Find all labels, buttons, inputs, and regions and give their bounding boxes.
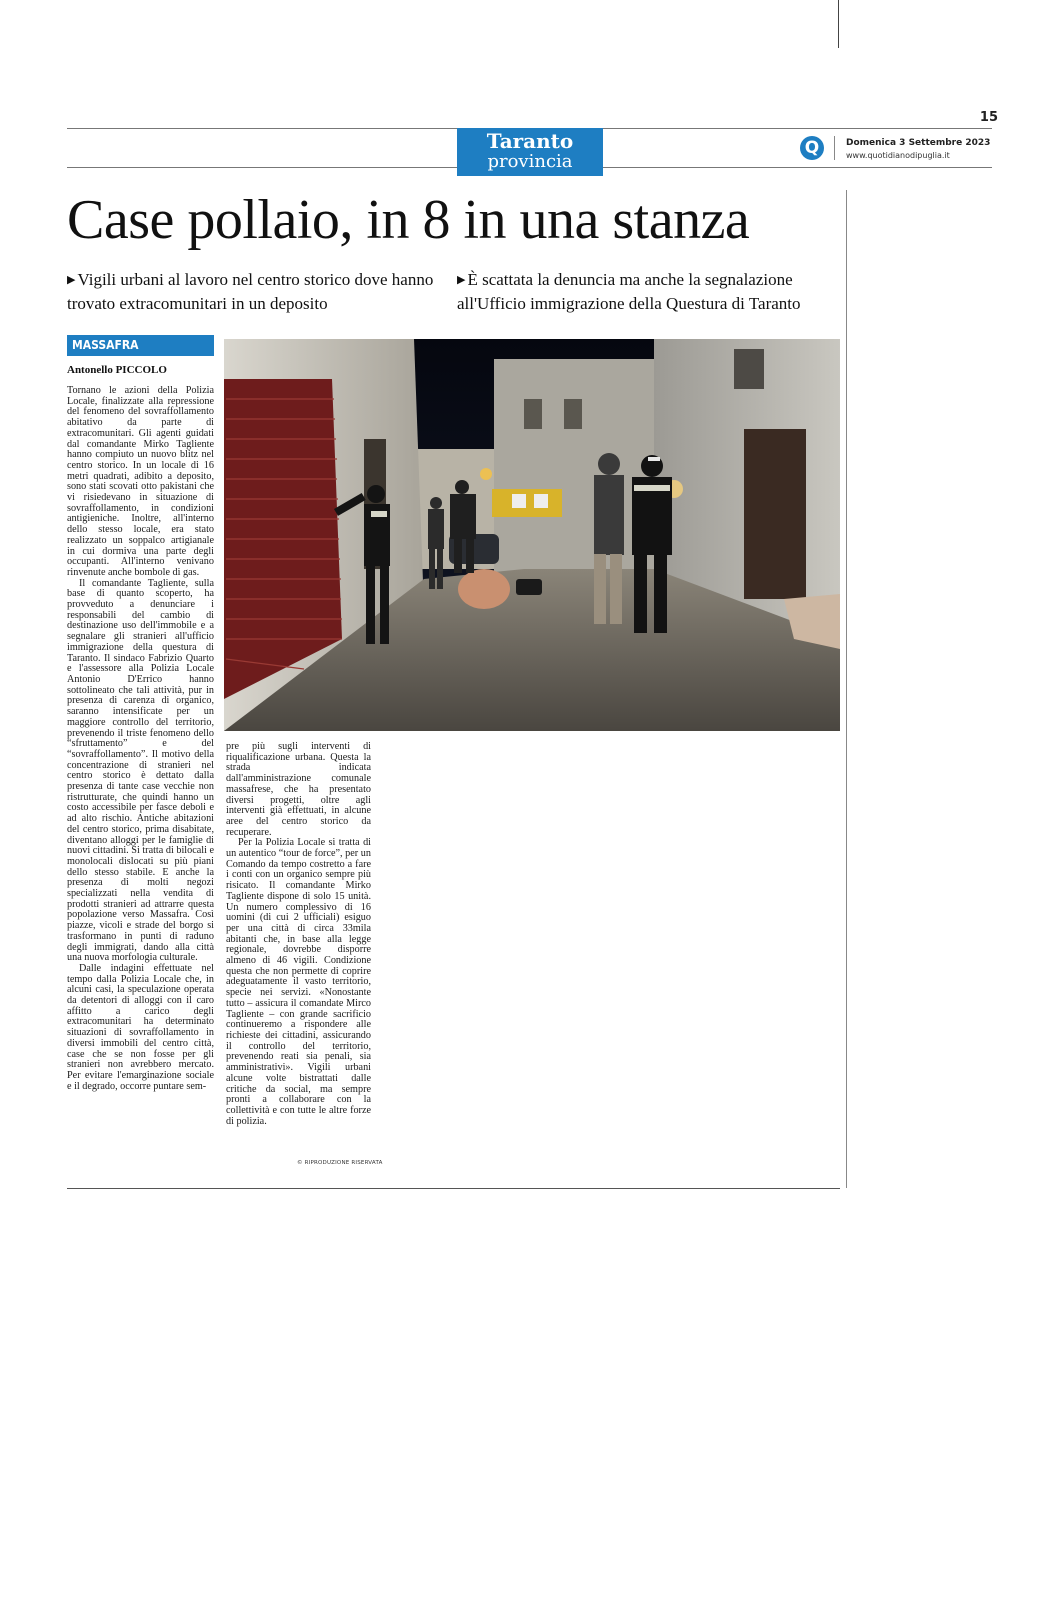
section-title: Taranto: [486, 129, 574, 153]
section-subtitle: provincia: [487, 151, 573, 172]
paragraph: Il comandante Tagliente, sulla base di quanto scoperto, ha provveduto a denunciare i responsabili del cambio di destinazione uso dell'immobile e a segnalare gli stranieri all'ufficio immigrazione della questura di Taranto. Il sindaco Fabrizio Quarto e l'assessore alla Polizia Locale Antonio D'Errico hanno sottolineato che tali attività, pur in presenza di carenza di organico, saranno intensificate per un maggiore controllo del territorio, prevenendo il triste fenomeno dello “sfruttamento” e del “sovraffollamento”. Il motivo della concentrazione di stranieri nel centro storico è dettato dalla presenza di tante case vecchie non ristrutturate, che quindi hanno un costo accessibile per fasce deboli e ad alto rischio. Antiche abitazioni del centro storico, prima disabitate, diventano alloggi per le famiglie di nuovi cittadini. Si tratta di bilocali e monolocali dislocati su più piani dello stesso stabile. E anche la presenza di molti negozi specializzati nella vendita di prodotti stranieri ad attrarre questa popolazione verso Massafra. Così piazze, vicoli e strade del borgo si trasformano in punti di raduno degli immigrati, dando alla città una nuova morfologia culturale.: [67, 577, 214, 964]
night-street-scene-image: [224, 339, 840, 731]
article-photo: [224, 339, 840, 731]
paragraph: pre più sugli interventi di riqualificazione urbana. Questa la strada indicata dall'amministrazione comunale massafrese, che ha presentato diversi progetti, oltre agli interventi già effettuati, in alcune aree del centro storico da recuperare.: [226, 741, 371, 838]
byline: Antonello PICCOLO: [67, 364, 167, 376]
triangle-bullet-icon: ▶: [457, 274, 466, 286]
subhead-left: [67, 268, 445, 315]
paragraph: Dalle indagini effettuate nel tempo dalla Polizia Locale che, in alcuni casi, la speculazione operata da detentori di alloggi con il caro affitto a carico degli extracomunitari ha determinato situazioni di sovraffollamento in diversi immobili del centro città, case che se non fosse per gli stranieri non avrebbero mercato. Per evitare l'emarginazione sociale e il degrado, occorre puntare sem-: [67, 962, 214, 1092]
paragraph: Per la Polizia Locale si tratta di un autentico “tour de force”, per un Comando da tempo costretto a fare i conti con un organico sempre più risicato. Il comandante Mirko Tagliente dispone di solo 15 unità. Un numero complessivo di 16 uomini (di cui 2 ufficiali) esiguo per una città di circa 33mila abitanti che, in base alla legge regionale, dovrebbe disporre almeno di 46 vigili. Condizione questa che non permette di coprire adeguatamente il vasto territorio, specie nei servizi. «Nonostante tutto – assicura il comandate Mirco Tagliente – con grande sacrificio continueremo a rispondere alle richieste dei cittadini, assicurando il controllo del territorio, prevenendo reati sia penali, sia amministrativi». Vigili urbani alcune volte bistrattati dalle critiche da social, ma sempre pronti a collaborare con la collettività e con tutte le altre forze di polizia.: [226, 837, 371, 1127]
copyright-notice: © RIPRODUZIONE RISERVATA: [297, 1160, 383, 1166]
article-column-1: [67, 386, 214, 1092]
location-kicker: MASSAFRA: [67, 335, 214, 356]
subhead-right-text: È scattata la denuncia ma anche la segnalazione all'Ufficio immigrazione della Questura di Taranto: [457, 270, 801, 313]
paragraph: Tornano le azioni della Polizia Locale, finalizzate alla repressione del fenomeno del sovraffollamento abitativo da parte di extracomunitari. Gli agenti guidati dal comandante Mirko Tagliente hanno compiuto un nuovo blitz nel centro storico. In un locale di 16 metri quadrati, adibito a deposito, sono stati scovati otto pakistani che vi risiedevano in situazione di sovraffollamento, in condizioni antigieniche. Inoltre, all'interno dello stesso locale, era stato realizzato un soppalco artigianale in cui dormiva una parte degli occupanti. All'interno venivano rinvenute anche bombole di gas.: [67, 385, 214, 578]
top-vertical-rule: [838, 0, 839, 48]
subhead-right: [457, 268, 835, 315]
website-link[interactable]: www.quotidianodipuglia.it: [846, 151, 950, 160]
article-column-2: [226, 742, 371, 1127]
article-vertical-rule: [846, 190, 847, 1188]
subhead-left-text: Vigili urbani al lavoro nel centro storico dove hanno trovato extracomunitari in un deposito: [67, 270, 434, 313]
headline: Case pollaio, in 8 in una stanza: [67, 189, 750, 251]
issue-date: Domenica 3 Settembre 2023: [846, 138, 991, 148]
article-bottom-rule: [67, 1188, 840, 1189]
logo-divider: [834, 136, 835, 160]
triangle-bullet-icon: ▶: [67, 274, 76, 286]
newspaper-logo-icon: Q: [800, 136, 824, 160]
section-label: [457, 128, 603, 176]
page-number: 15: [979, 110, 998, 125]
